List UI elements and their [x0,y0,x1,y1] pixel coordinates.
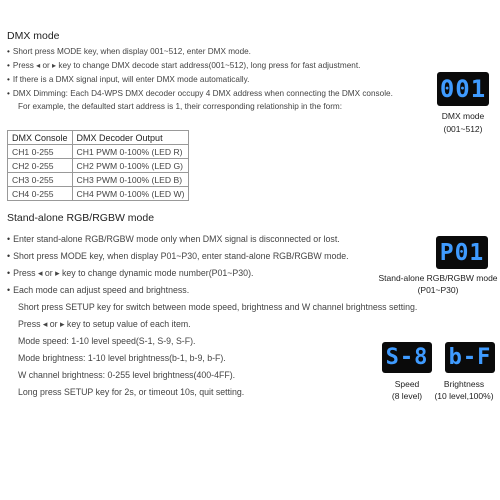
table-row [8,187,189,201]
standalone-section-title: Stand-alone RGB/RGBW mode [7,212,155,224]
dmx-line-2: • Press ◂ or ▸ key to change DMX decode start address(001~512), long press for fast adjustment. [7,61,360,71]
dmx-display-caption: DMX mode [441,111,485,121]
speed-lcd-display: S-8 [382,342,432,373]
table-cell: CH3 0-255 [8,173,73,187]
standalone-sub-3: Mode speed: 1-10 level speed(S-1, S-9, S-F). [18,336,196,346]
table-cell: CH2 0-255 [8,159,73,173]
dmx-section-title: DMX mode [7,30,60,42]
table-header: DMX Decoder Output [72,131,189,145]
dmx-line-1: • Short press MODE key, when display 001~512, enter DMX mode. [7,47,251,57]
brightness-caption: Brightness [443,379,485,389]
speed-caption: Speed [394,379,420,389]
dmx-line-4: • DMX Dimming: Each D4-WPS DMX decoder occupy 4 DMX address when connecting the DMX console. [7,89,393,99]
table-cell: CH4 PWM 0-100% (LED W) [72,187,189,201]
standalone-sub-4: Mode brightness: 1-10 level brightness(b-1, b-9, b-F). [18,353,226,363]
table-cell: CH1 PWM 0-100% (LED R) [72,145,189,159]
standalone-sub-5: W channel brightness: 0-255 level brightness(400-4FF). [18,370,236,380]
table-cell: CH2 PWM 0-100% (LED G) [72,159,189,173]
standalone-display-caption: Stand-alone RGB/RGBW mode [378,273,498,283]
dmx-line-5: For example, the defaulted start address is 1, their corresponding relationship in the form: [18,102,343,111]
brightness-lcd-display: b-F [445,342,495,373]
standalone-bullet-1: • Enter stand-alone RGB/RGBW mode only when DMX signal is disconnected or lost. [7,234,340,244]
standalone-sub-6: Long press SETUP key for 2s, or timeout 10s, quit setting. [18,387,245,397]
speed-level: (8 level) [391,391,423,401]
brightness-level: (10 level,100%) [434,391,494,401]
standalone-sub-2: Press ◂ or ▸ key to setup value of each item. [18,319,191,329]
dmx-table [7,130,189,201]
table-header: DMX Console [8,131,73,145]
table-header-row [8,131,189,145]
standalone-display-range: (P01~P30) [417,285,459,295]
standalone-bullet-2: • Short press MODE key, when display P01~P30, enter stand-alone RGB/RGBW mode. [7,251,349,261]
standalone-sub-1: Short press SETUP key for switch between mode speed, brightness and W channel brightness setting. [18,302,418,312]
dmx-lcd-display: 001 [437,72,489,106]
dmx-line-3: • If there is a DMX signal input, will enter DMX mode automatically. [7,75,249,85]
table-cell: CH3 PWM 0-100% (LED B) [72,173,189,187]
standalone-bullet-4: • Each mode can adjust speed and brightness. [7,285,189,295]
table-row [8,159,189,173]
table-row [8,145,189,159]
dmx-display-range: (001~512) [443,124,483,134]
table-row [8,173,189,187]
standalone-lcd-display: P01 [436,236,488,269]
standalone-bullet-3: • Press ◂ or ▸ key to change dynamic mode number(P01~P30). [7,268,253,279]
table-cell: CH1 0-255 [8,145,73,159]
table-cell: CH4 0-255 [8,187,73,201]
